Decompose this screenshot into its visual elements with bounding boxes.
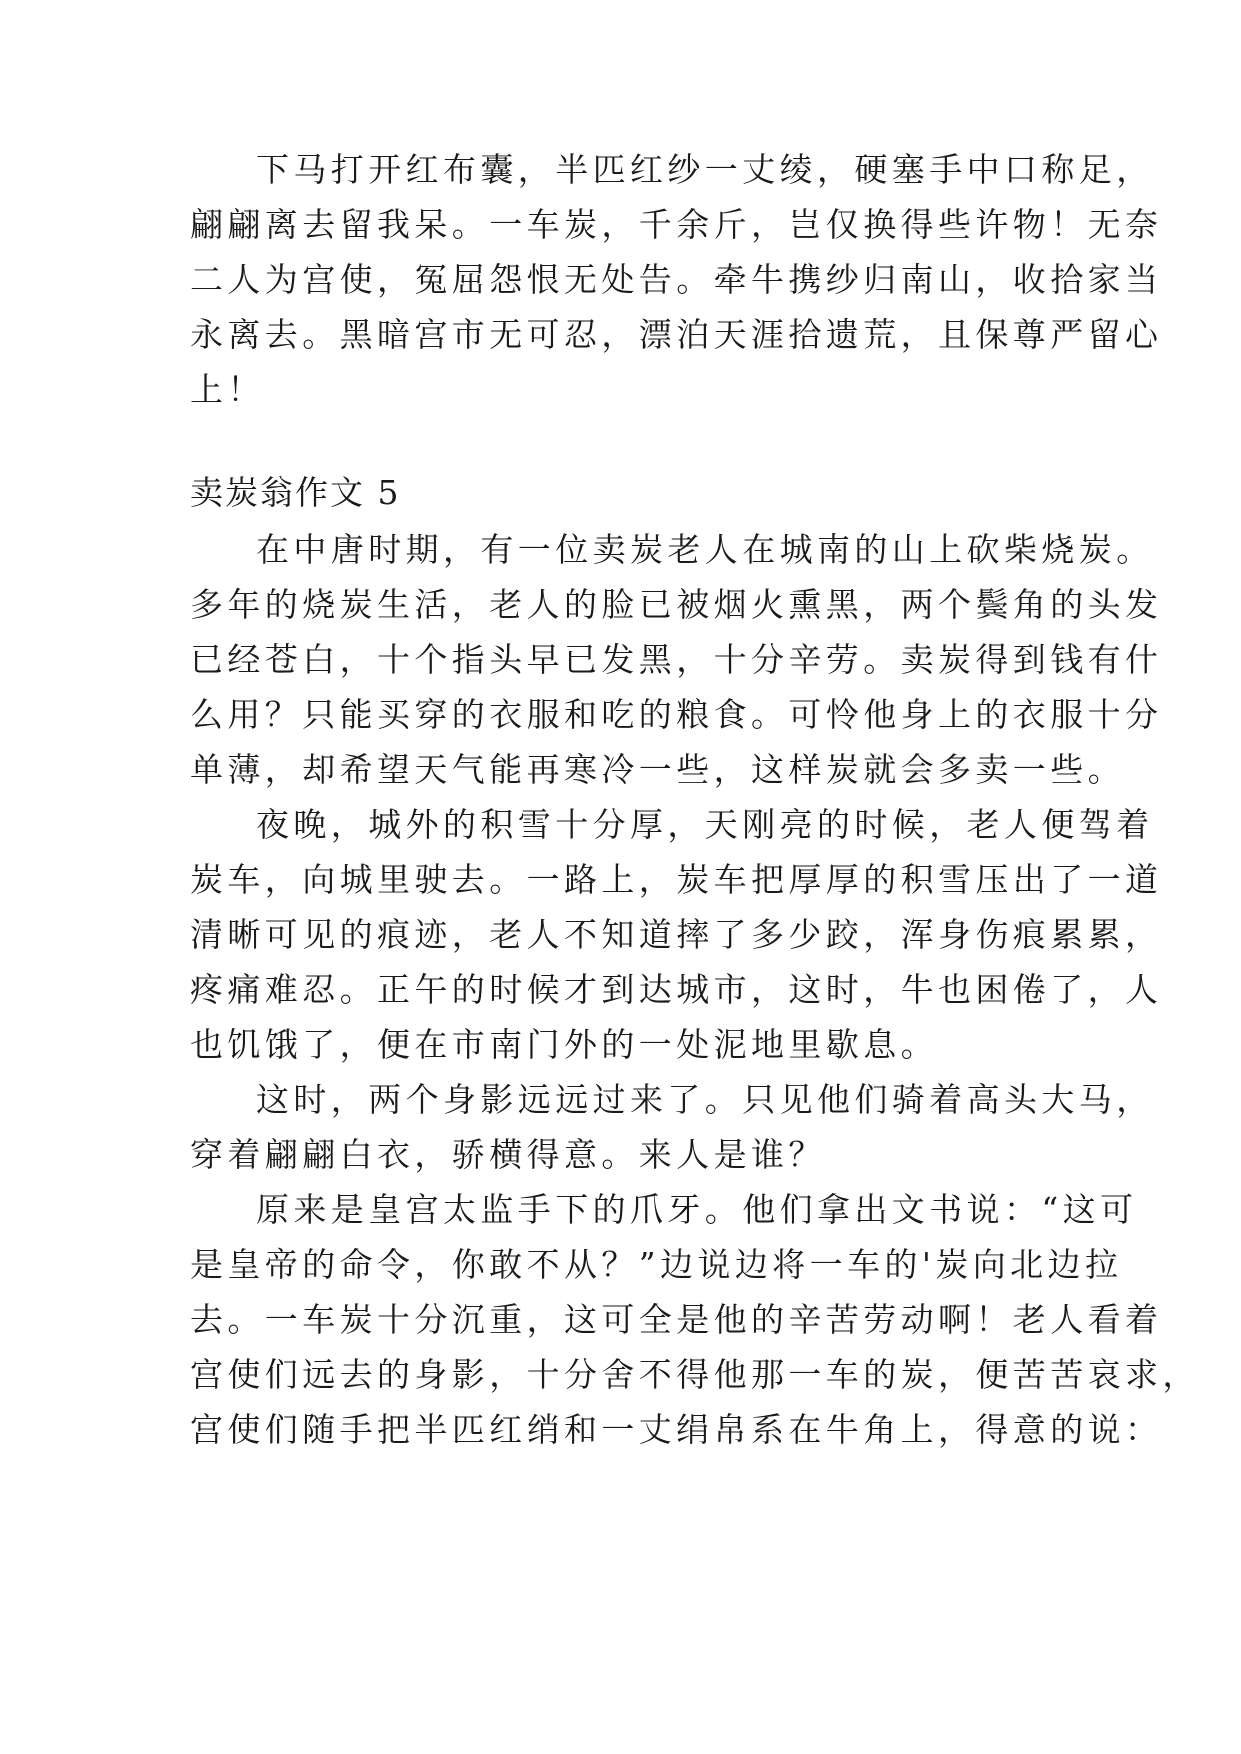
paragraph-line: 去。一车炭十分沉重，这可全是他的辛苦劳动啊！老人看着 [190,1300,1163,1339]
paragraph-line: 宫使们远去的身影，十分舍不得他那一车的炭，便苦苦哀求， [190,1355,1200,1394]
paragraph-line: 这时，两个身影远远过来了。只见他们骑着高头大马， [256,1080,1154,1119]
paragraph-line: 疼痛难忍。正午的时候才到达城市，这时，牛也困倦了，人 [190,970,1163,1009]
paragraph-line: 也饥饿了，便在市南门外的一处泥地里歇息。 [190,1025,938,1064]
paragraph-line: 永离去。黑暗宫市无可忍，漂泊天涯拾遗荒，且保尊严留心 [190,315,1163,354]
paragraph-line: 翩翩离去留我呆。一车炭，千余斤，岂仅换得些许物！无奈 [190,205,1163,244]
paragraph-line: 多年的烧炭生活，老人的脸已被烟火熏黑，两个鬓角的头发 [190,585,1163,624]
paragraph-line: 已经苍白，十个指头早已发黑，十分辛劳。卖炭得到钱有什 [190,640,1163,679]
paragraph-line: 炭车，向城里驶去。一路上，炭车把厚厚的积雪压出了一道 [190,860,1163,899]
paragraph-line: 是皇帝的命令，你敢不从？”边说边将一车的'炭向北边拉 [190,1245,1123,1284]
paragraph-line: 宫使们随手把半匹红绡和一丈绢帛系在牛角上，得意的说： [190,1410,1163,1449]
paragraph-line: 么用？只能买穿的衣服和吃的粮食。可怜他身上的衣服十分 [190,695,1163,734]
paragraph-line: 单薄，却希望天气能再寒冷一些，这样炭就会多卖一些。 [190,750,1125,789]
paragraph-line: 夜晚，城外的积雪十分厚，天刚亮的时候，老人便驾着 [256,805,1154,844]
paragraph-line: 在中唐时期，有一位卖炭老人在城南的山上砍柴烧炭。 [256,530,1154,569]
paragraph-line: 二人为宫使，冤屈怨恨无处告。牵牛携纱归南山，收拾家当 [190,260,1163,299]
paragraph-line: 下马打开红布囊，半匹红纱一丈绫，硬塞手中口称足， [256,150,1154,189]
paragraph-line: 清晰可见的痕迹，老人不知道摔了多少跤，浑身伤痕累累， [190,915,1163,954]
paragraph-line: 穿着翩翩白衣，骄横得意。来人是谁？ [190,1135,826,1174]
paragraph-line: 上！ [190,370,265,409]
paragraph-line: 原来是皇宫太监手下的爪牙。他们拿出文书说：“这可 [256,1190,1138,1229]
section-title: 卖炭翁作文 5 [190,473,401,512]
